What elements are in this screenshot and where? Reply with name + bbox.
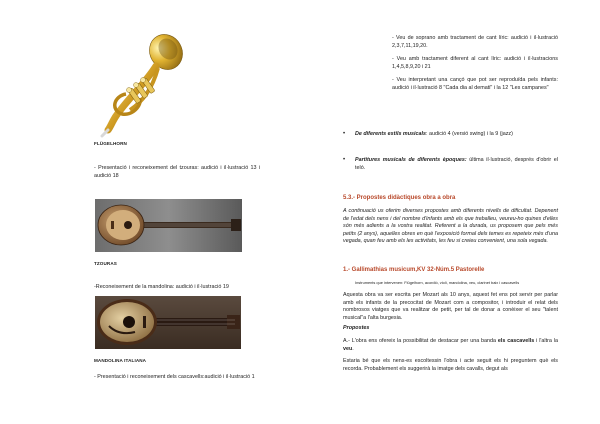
tzouras-image (95, 199, 242, 252)
work-heading: 1.- Gallimathias musicum,KV 32-Núm.5 Pastorelle (343, 267, 485, 273)
proposal-a-veu: veu (343, 345, 353, 352)
work-paragraph: Aquesta obra va ser escrita per Mozart als 10 anys, aquest fet ens pot servir per parlar amb els infants de la precocitat de Mozart com a compositor, i introduir el relat dels nombrosos viatges que va realitzar de petit, per tal de donar a conèixer el seu "talent musical"a l'alta burgesia. (343, 292, 558, 321)
bullet-scores-text: última il·lustració, després d'obrir el teló. (355, 157, 558, 171)
mandolina-text: -Reconeixement de la mandolina: audició i il·lustració 19 (94, 284, 229, 290)
bullet-scores (355, 157, 558, 172)
bullet-scores-title: Partitures musicals de diferents èpoques: (355, 157, 467, 163)
bullet-styles-title: De diferents estils musicals (355, 131, 427, 137)
bullet-styles-text: : audició 4 (versió swing) i la 9 (jazz) (426, 131, 513, 137)
mandolina-caption: MANDOLINA ITALIANA (94, 358, 147, 363)
proposal-a-pre: A.- L'obra ens ofereix la possibilitat de destacar per una banda (343, 338, 498, 344)
voice-item-3: - Veu interpretant una cançó que pot ser reproduïda pels infants: audició i il·lustració 8 "Cada dia al demati" i la 12 "Les campanes" (392, 77, 558, 91)
instruments-line: Instruments que intervenen: Flügelhorn, acordió, violí, mandolina, veu, clarinet baix i cascavells (355, 280, 520, 285)
voice-item-1: - Veu de soprano amb tractament de cant líric: audició i il·lustració 2,3,7,11,19,20. (392, 35, 558, 49)
proposal-a-cascavells: els cascavells (497, 338, 535, 344)
cascavells-text: - Presentació i reconeixement dels cascavells:audició i il·lustració 1 (94, 374, 255, 380)
proposal-a-mid: i l'altra la (534, 338, 558, 344)
proposal-a-end: . (352, 345, 354, 352)
bullet-marker: • (343, 131, 346, 137)
flugelhorn-image (96, 30, 192, 138)
proposal-a (343, 338, 558, 353)
mandolin-image (95, 296, 241, 349)
propostes-label: Propostes (343, 325, 370, 331)
section-heading: 5.3.- Propostes didàctiques obra a obra (343, 195, 456, 201)
tzouras-caption: TZOURAS (94, 261, 117, 266)
closing-paragraph: Estaria bé que els nens-es escoltessin l'obra i acte seguit els hi preguntem què els recorda. Probablement els suggerirà la imatge dels cavalls, degut als (343, 358, 558, 372)
voice-item-2: - Veu amb tractament diferent al cant líric: audició i il·lustracions 1,4,5,8,9,20 i 21 (392, 56, 558, 70)
section-intro: A continuació us oferim diverses propostes amb diferents nivells de dificultat. Depenent de l'edat dels nens i del nombre d'infants amb els que treballeu, veureu-ho quines d'elles són més adients a la vostra realitat. Referent a la durada, us proposem que pels més petits (2 anys), aquelles obres en què l'exposició formal dels temes es repeteix més d'una vegada, quan feu amb els les activitats, les feu si creieu convenient, una sola vegada. (343, 208, 558, 245)
flugelhorn-caption: FLÜGELHORN (94, 141, 127, 146)
bullet-styles (355, 131, 558, 139)
bullet-marker: • (343, 157, 346, 163)
tzouras-text: - Presentació i reconeixement del tzouras: audició i il·lustració 13 i audició 18 (94, 165, 260, 179)
